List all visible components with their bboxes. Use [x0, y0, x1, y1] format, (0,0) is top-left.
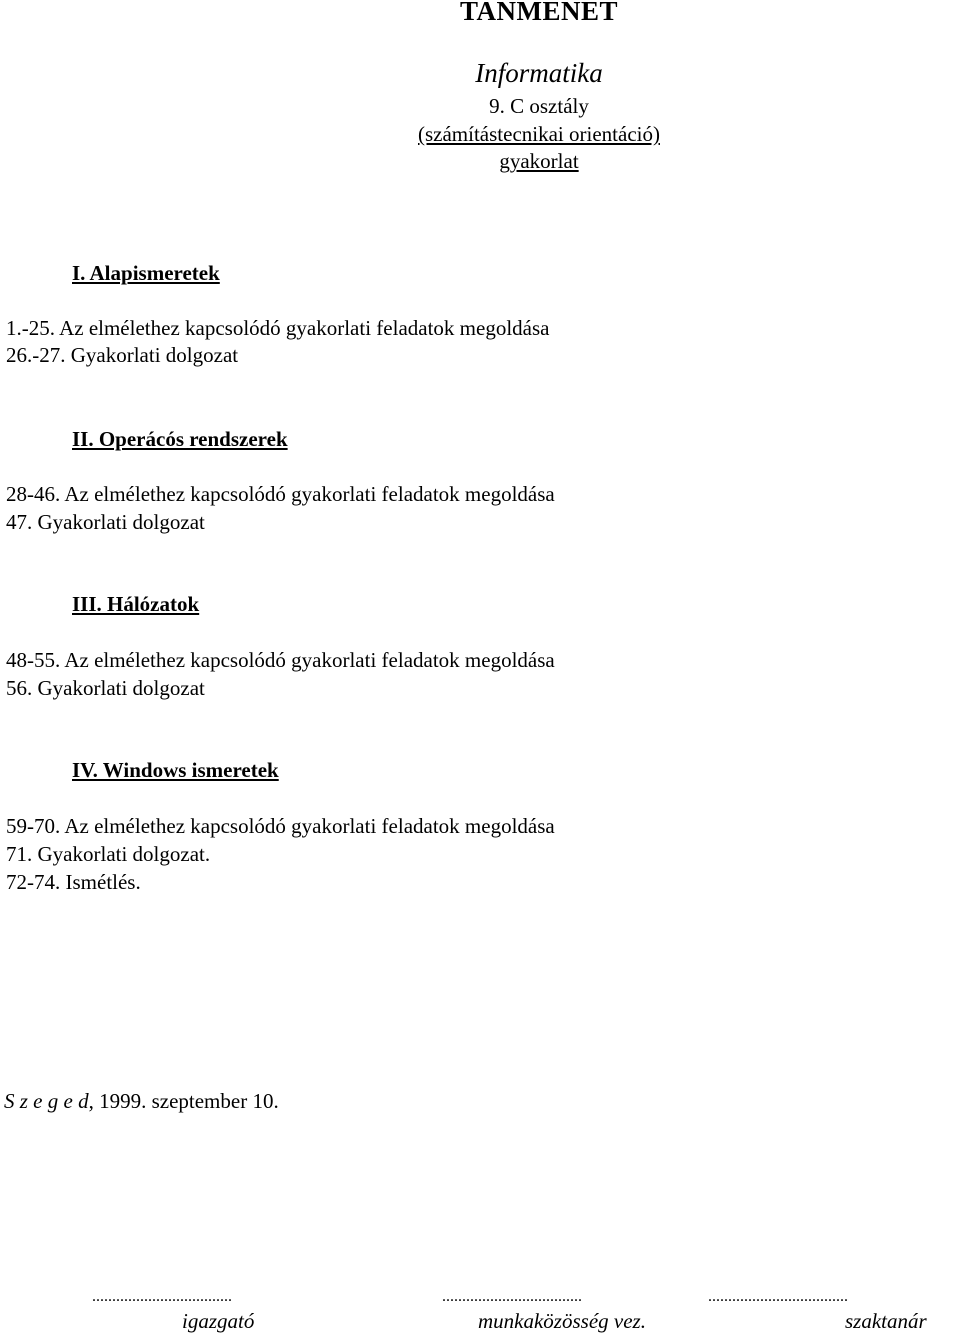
signature-dots-principal: ...................................: [92, 1288, 232, 1305]
document-title: TANMENET: [459, 0, 618, 26]
section-heading-3: III. Hálózatok: [72, 592, 200, 616]
section-2-line-2: 47. Gyakorlati dolgozat: [6, 510, 205, 534]
date-text: , 1999. szeptember 10.: [88, 1089, 279, 1113]
section-1-line-1: 1.-25. Az elmélethez kapcsolódó gyakorlati feladatok megoldása: [6, 316, 550, 340]
section-heading-4: IV. Windows ismeretek: [72, 758, 279, 782]
section-4-line-1: 59-70. Az elmélethez kapcsolódó gyakorlati feladatok megoldása: [6, 814, 555, 838]
signature-dots-head: ...................................: [442, 1288, 582, 1305]
signature-label-teacher: szaktanár: [845, 1309, 927, 1333]
section-heading-1: I. Alapismeretek: [72, 261, 220, 285]
signature-label-head: munkaközösség vez.: [478, 1309, 646, 1333]
subject-title: Informatika: [475, 58, 603, 88]
section-3-line-1: 48-55. Az elmélethez kapcsolódó gyakorlati feladatok megoldása: [6, 648, 555, 672]
section-3-line-2: 56. Gyakorlati dolgozat: [6, 676, 205, 700]
place-date: [4, 1089, 279, 1114]
course-type: gyakorlat: [499, 149, 579, 173]
section-4-line-2: 71. Gyakorlati dolgozat.: [6, 842, 211, 866]
section-2-line-1: 28-46. Az elmélethez kapcsolódó gyakorlati feladatok megoldása: [6, 482, 555, 506]
orientation-label: (számítástecnikai orientáció): [418, 122, 660, 146]
place-name: S z e g e d: [4, 1089, 89, 1113]
signature-dots-teacher: ...................................: [708, 1288, 848, 1305]
section-1-line-2: 26.-27. Gyakorlati dolgozat: [6, 343, 239, 367]
class-name: 9. C osztály: [489, 94, 589, 118]
section-4-line-3: 72-74. Ismétlés.: [6, 870, 141, 894]
signature-label-principal: igazgató: [182, 1309, 255, 1333]
section-heading-2: II. Operácós rendszerek: [72, 427, 288, 451]
